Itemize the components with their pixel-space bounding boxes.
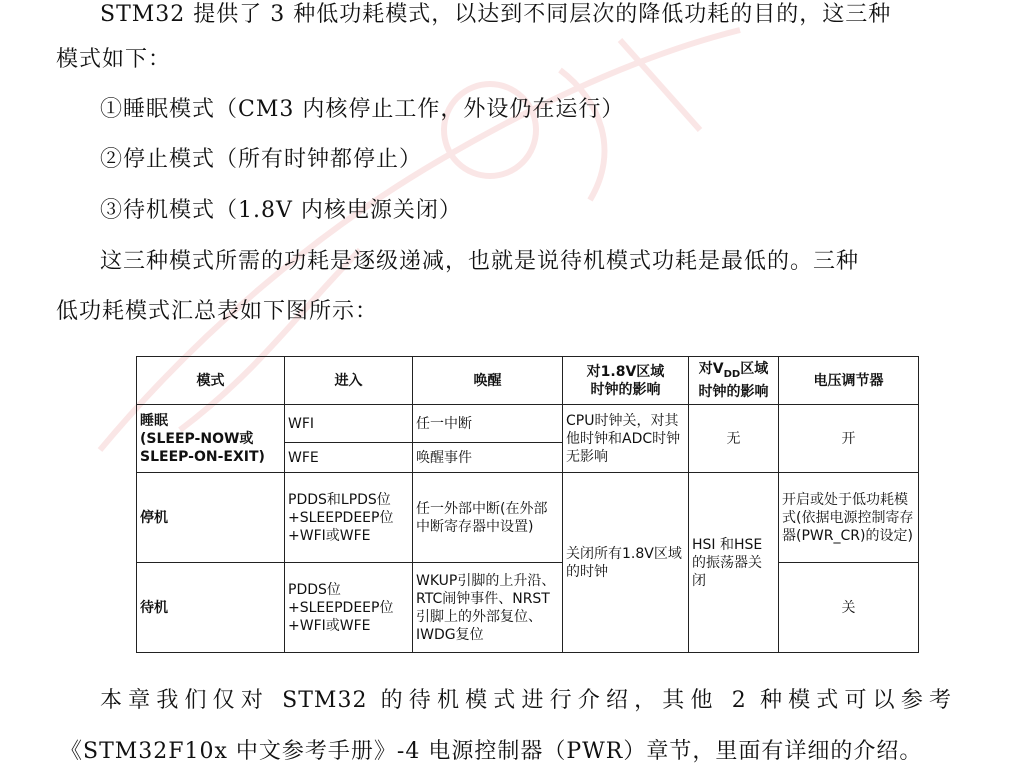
header-clk18 [563, 357, 689, 405]
sleep-mode-line1: 睡眠 [140, 412, 168, 429]
sleep-mode-line2: (SLEEP-NOW或 [140, 430, 254, 447]
header-vdd-sub: DD [723, 368, 741, 380]
summary-line-1: 这三种模式所需的功耗是逐级递减，也就是说待机模式功耗是最低的。三种 [100, 249, 860, 274]
header-wake: 唤醒 [413, 357, 563, 405]
header-clk18-line2: 时钟的影响 [590, 381, 661, 398]
intro-line-1: STM32 提供了 3 种低功耗模式，以达到不同层次的降低功耗的目的，这三种 [100, 2, 892, 27]
cell-stop-wake: 任一外部中断(在外部中断寄存器中设置) [413, 473, 563, 563]
low-power-modes-table [136, 356, 919, 653]
cell-stop-mode: 停机 [137, 473, 285, 563]
closing-line-1: 本章我们仅对 STM32 的待机模式进行介绍，其他 2 种模式可以参考 [100, 688, 952, 713]
cell-standby-enter: PDDS位+SLEEPDEEP位+WFI或WFE [285, 563, 413, 653]
header-vdd-post: 区域 [740, 360, 769, 377]
cell-sleep-enter-wfi: WFI [285, 405, 413, 443]
header-mode: 模式 [137, 357, 285, 405]
cell-stop-regulator: 开启或处于低功耗模式(依据电源控制寄存器(PWR_CR)的设定) [779, 473, 919, 563]
header-clk18-line1: 对1.8V区域 [586, 363, 665, 380]
cell-standby-wake: WKUP引脚的上升沿、RTC闹钟事件、NRST引脚上的外部复位、IWDG复位 [413, 563, 563, 653]
cell-sleep-enter-wfe: WFE [285, 443, 413, 473]
cell-sleep-wake-wfi: 任一中断 [413, 405, 563, 443]
closing-line-2: 《STM32F10x 中文参考手册》-4 电源控制器（PWR）章节，里面有详细的介绍。 [60, 739, 923, 764]
cell-stop-standby-vdd: HSI 和HSE的振荡器关闭 [689, 473, 779, 653]
mode-item-sleep: ①睡眠模式（CM3 内核停止工作，外设仍在运行） [100, 97, 625, 122]
mode-item-stop: ②停止模式（所有时钟都停止） [100, 147, 423, 172]
header-vdd-pre: 对V [698, 360, 724, 377]
mode-item-standby: ③待机模式（1.8V 内核电源关闭） [100, 198, 462, 223]
table-row-sleep-wfi [137, 405, 919, 443]
cell-sleep-clk18: CPU时钟关，对其他时钟和ADC时钟无影响 [563, 405, 689, 473]
cell-stop-enter: PDDS和LPDS位+SLEEPDEEP位+WFI或WFE [285, 473, 413, 563]
table-row-standby [137, 563, 919, 653]
cell-standby-mode: 待机 [137, 563, 285, 653]
cell-sleep-wake-wfe: 唤醒事件 [413, 443, 563, 473]
summary-line-2: 低功耗模式汇总表如下图所示： [56, 299, 379, 324]
header-vdd-line2: 时钟的影响 [698, 384, 769, 401]
header-vdd [689, 357, 779, 405]
table-row-stop [137, 473, 919, 563]
sleep-mode-line3: SLEEP-ON-EXIT) [140, 448, 265, 465]
header-regulator: 电压调节器 [779, 357, 919, 405]
cell-stop-standby-clk18: 关闭所有1.8V区域的时钟 [563, 473, 689, 653]
table-header-row [137, 357, 919, 405]
header-enter: 进入 [285, 357, 413, 405]
cell-standby-regulator: 关 [779, 563, 919, 653]
cell-sleep-vdd: 无 [689, 405, 779, 473]
cell-sleep-regulator: 开 [779, 405, 919, 473]
intro-line-2: 模式如下： [56, 47, 172, 72]
cell-sleep-mode [137, 405, 285, 473]
